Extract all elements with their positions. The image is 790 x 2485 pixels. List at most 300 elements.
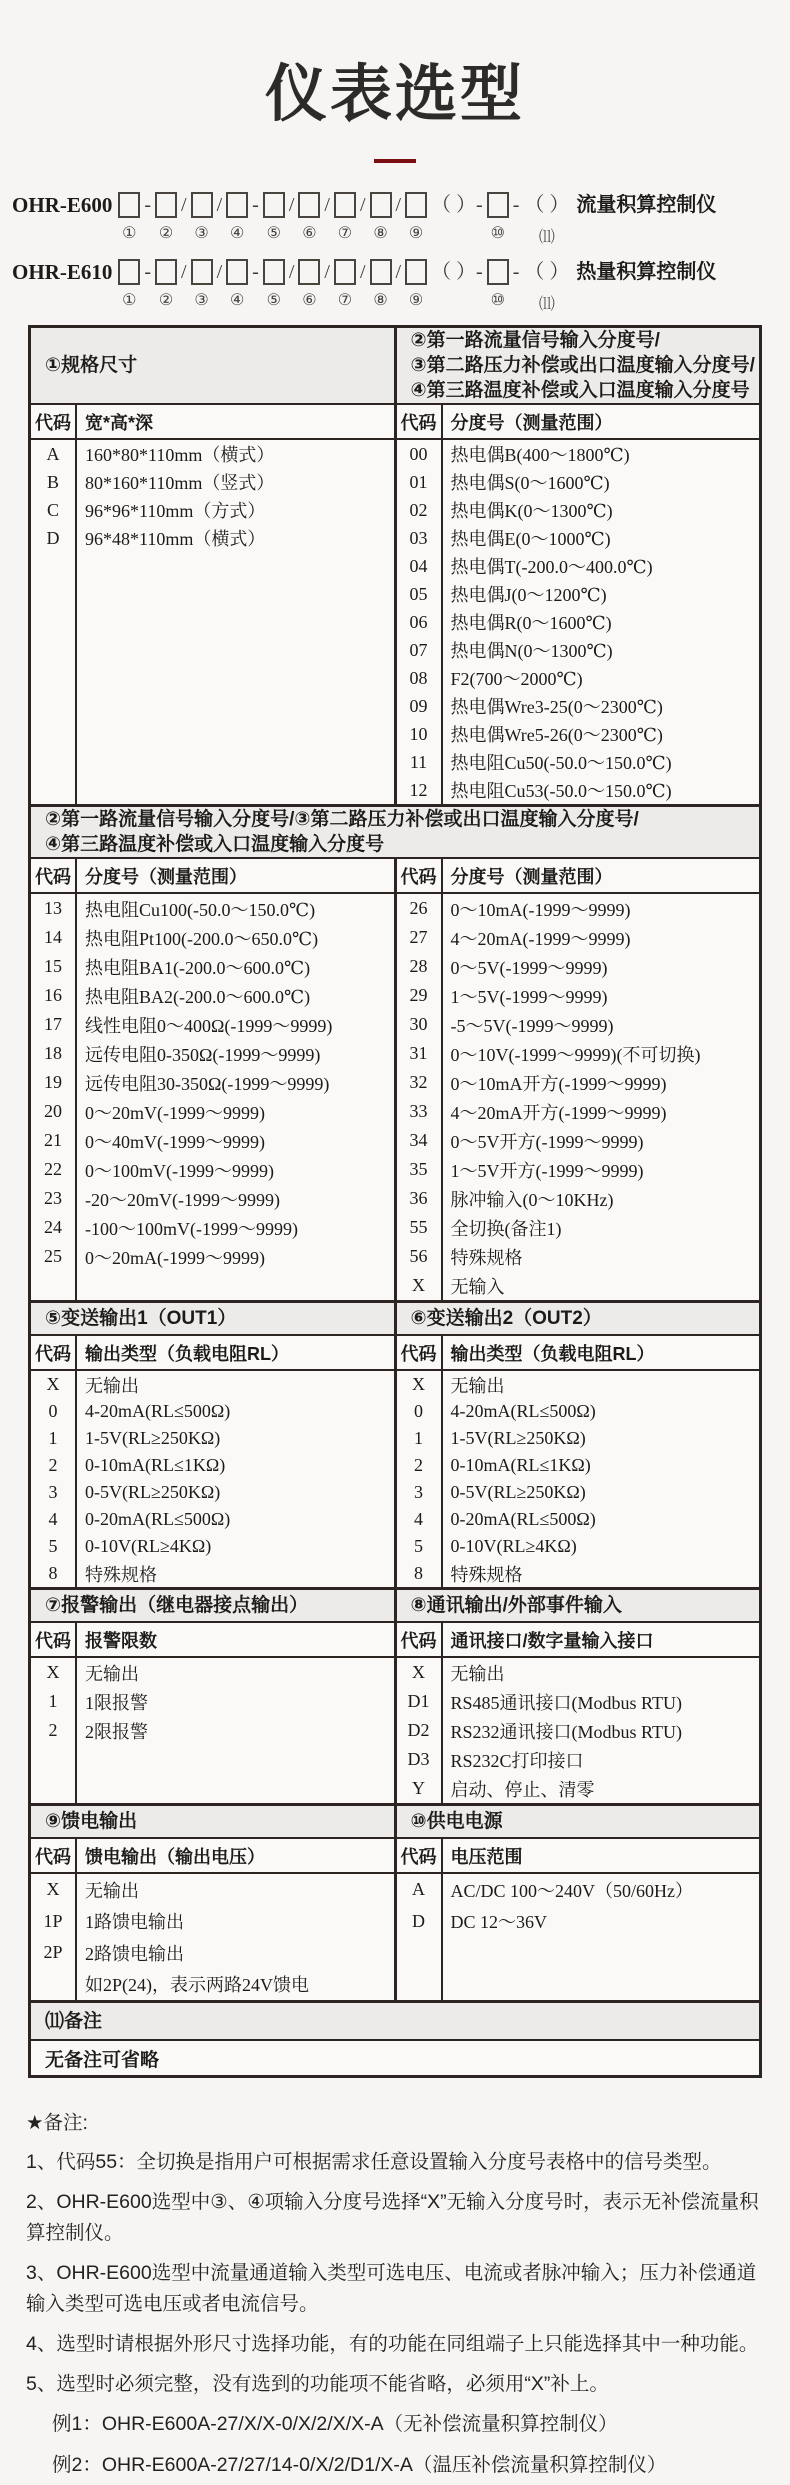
row-desc: 热电阻Cu100(-50.0～150.0℃) (85, 899, 316, 920)
model-slot (251, 258, 260, 311)
table-row (31, 1560, 394, 1587)
model-slot-box: - (252, 194, 259, 216)
row-desc: 0～20mV(-1999～9999) (85, 1102, 265, 1123)
row-code: 21 (44, 1130, 62, 1150)
row-desc: 热电阻Cu53(-50.0～150.0℃) (450, 781, 672, 801)
row-desc: RS232C打印接口 (450, 1750, 584, 1771)
table-row (397, 1213, 760, 1242)
row-desc: 脉冲输入(0～10KHz) (450, 1189, 614, 1210)
row-code: 06 (409, 611, 428, 632)
remark-row: 无备注可省略 (45, 2049, 160, 2071)
row-code: 04 (409, 555, 428, 576)
row-desc: 4～20mA(-1999～9999) (450, 928, 631, 949)
row-desc: 如2P(24)，表示两路24V馈电 (85, 1975, 309, 1996)
table-row (397, 1874, 760, 1906)
model-slot-box (405, 192, 427, 218)
table-row (397, 664, 760, 692)
model-slot-number: ⑧ (373, 225, 388, 242)
table-row (31, 1716, 394, 1745)
model-slot-box: / (359, 194, 366, 216)
row-code: 2 (414, 1455, 423, 1475)
row-desc: 0～10mA开方(-1999～9999) (450, 1073, 667, 1094)
row-code: D1 (407, 1691, 430, 1711)
row-code: 15 (44, 956, 62, 976)
row-desc: 热电偶S(0～1600℃) (450, 473, 610, 493)
column-headers (397, 1623, 760, 1658)
section-title-text: ⑦报警输出（继电器接点输出） (45, 1595, 309, 1616)
row-desc: 0～10mA(-1999～9999) (450, 899, 631, 920)
table-row (31, 1010, 394, 1039)
model-slot-number: ⑥ (302, 292, 317, 309)
table-row (397, 1479, 760, 1506)
row-code: 8 (48, 1563, 58, 1583)
model-slot-number: ④ (229, 292, 245, 309)
row-code: 33 (409, 1101, 428, 1121)
model-slot-number: ⑨ (408, 292, 424, 309)
table-row (397, 1687, 760, 1716)
row-desc: 1限报警 (85, 1692, 148, 1713)
section-feed-output (31, 1806, 397, 2000)
model-slot-number: ② (158, 292, 174, 309)
row-desc: 4～20mA开方(-1999～9999) (450, 1102, 667, 1123)
model-slot (263, 258, 285, 311)
table-row (31, 981, 394, 1010)
model-slot-box (370, 259, 392, 285)
rows (397, 1874, 760, 2000)
row-code: 1 (414, 1428, 423, 1448)
row-desc: 热电阻Pt100(-200.0～650.0℃) (85, 928, 319, 949)
model-slot-number: ① (122, 292, 137, 309)
table-row (397, 1425, 760, 1452)
model-slot-box: / (288, 194, 295, 216)
model-slot-box (334, 259, 356, 285)
model-slot (298, 191, 320, 244)
row-code: 8 (414, 1563, 423, 1583)
table-row (397, 1184, 760, 1213)
column-headers (31, 859, 394, 894)
row-desc: 0～5V(-1999～9999) (450, 957, 608, 978)
table-row (397, 1068, 760, 1097)
table-row (397, 1039, 760, 1068)
row-code: C (46, 499, 59, 520)
section-title (31, 1590, 394, 1623)
rows (397, 1658, 760, 1803)
column-headers (31, 1336, 394, 1371)
table-row (397, 1745, 760, 1774)
model-slot-box (191, 259, 213, 285)
row-code: 36 (409, 1188, 428, 1208)
column-headers (397, 859, 760, 894)
row-code: D3 (407, 1749, 430, 1769)
row-code: 24 (44, 1217, 62, 1237)
row-code: 35 (409, 1159, 428, 1179)
row-code: 14 (44, 927, 62, 947)
model-slot (263, 191, 285, 244)
row-code: 34 (409, 1130, 428, 1150)
table-row (397, 1097, 760, 1126)
row-desc: 热电偶B(400～1800℃) (450, 445, 630, 465)
row-desc: 80*160*110mm（竖式） (85, 473, 275, 493)
section-out2 (397, 1303, 760, 1587)
model-description: 流量积算控制仪 (576, 194, 717, 216)
row-code: 55 (409, 1217, 428, 1237)
row-desc: 1～5V开方(-1999～9999) (450, 1160, 644, 1181)
row-code: D2 (407, 1720, 430, 1740)
model-slot (359, 258, 367, 311)
selection-table (28, 325, 762, 2078)
row-desc: 无输出 (450, 1375, 505, 1396)
row-desc: 0～5V开方(-1999～9999) (450, 1131, 644, 1152)
section-title-line: ④第三路温度补偿或入口温度输入分度号 (45, 834, 385, 855)
section-title-text: ⑧通讯输出/外部事件输入 (410, 1595, 622, 1616)
desc-column-header: 报警限数 (85, 1630, 157, 1651)
section-title-text: ⑥变送输出2（OUT2） (410, 1308, 602, 1329)
code-column-header: 代码 (400, 1343, 437, 1364)
table-row (31, 952, 394, 981)
model-slots (118, 258, 570, 311)
model-slot-box: / (324, 194, 330, 216)
row-code: D (412, 1910, 425, 1931)
model-slot-box (370, 192, 392, 218)
row-desc: 1路馈电输出 (85, 1912, 184, 1933)
model-slot (288, 191, 296, 244)
model-slot (191, 258, 213, 311)
row-desc: 无输入 (450, 1276, 505, 1297)
section-title (397, 1303, 760, 1336)
table-row (31, 1039, 394, 1068)
table-row (31, 1097, 394, 1126)
row-desc: -100～100mV(-1999～9999) (85, 1218, 298, 1239)
model-slot-number: ③ (194, 292, 209, 309)
desc-column-header: 馈电输出（输出电压） (85, 1846, 265, 1867)
model-slot-box: / (216, 194, 223, 216)
row-desc: 96*48*110mm（横式） (85, 529, 266, 549)
table-row (31, 1906, 394, 1938)
model-slot (216, 258, 224, 311)
row-code: 03 (409, 527, 428, 548)
model-slots (118, 191, 570, 244)
model-slot-number: ⑧ (373, 292, 388, 309)
row-code: 20 (44, 1101, 62, 1121)
column-headers (31, 1839, 394, 1874)
model-slot-box (298, 259, 320, 285)
section-title (397, 1806, 760, 1839)
model-slot-box: - (512, 261, 520, 283)
table-row (397, 496, 760, 524)
row-code: 32 (409, 1072, 428, 1092)
rows (31, 1658, 394, 1803)
row-desc: 2限报警 (85, 1721, 148, 1742)
column-headers (397, 1336, 760, 1371)
row-code: X (46, 1879, 60, 1900)
table-row (397, 952, 760, 981)
row-desc: 0-20mA(RL≤500Ω) (85, 1509, 231, 1529)
table-row (31, 923, 394, 952)
model-slot (405, 258, 427, 311)
rows (397, 1371, 760, 1587)
row-desc: 远传电阻30-350Ω(-1999～9999) (85, 1073, 330, 1094)
model-slot (226, 191, 248, 244)
section-title-line: ②第一路流量信号输入分度号/③第二路压力补偿或出口温度输入分度号/ (45, 809, 639, 830)
table-row (397, 1398, 760, 1425)
model-slot (430, 258, 484, 311)
row-desc: 热电阻BA1(-200.0～600.0℃) (85, 957, 311, 978)
model-slot-box (487, 259, 509, 285)
footnote-example: 例1：OHR-E600A-27/X/X-0/X/2/X/X-A（无补偿流量积算控制仪） (52, 2413, 618, 2435)
model-slot-box (298, 192, 320, 218)
row-desc: 0-10mA(RL≤1KΩ) (450, 1455, 591, 1475)
model-slot (118, 191, 140, 244)
model-slot (395, 191, 403, 244)
row-desc: 热电偶J(0～1200℃) (450, 585, 607, 605)
model-slot (334, 258, 356, 311)
model-slot-box: - (144, 261, 152, 283)
model-slot-box: - (252, 261, 259, 283)
model-slot (288, 258, 296, 311)
section-division-codes-26-x (397, 859, 760, 1300)
code-column-header: 代码 (35, 1343, 71, 1364)
row-desc: 远传电阻0-350Ω(-1999～9999) (85, 1044, 321, 1065)
rows (397, 894, 760, 1300)
section-out1 (31, 1303, 397, 1587)
table-row (397, 1560, 760, 1587)
section-title (397, 328, 760, 405)
model-slot-box (263, 259, 285, 285)
row-desc: -20～20mV(-1999～9999) (85, 1189, 280, 1210)
model-line-e600 (0, 191, 790, 244)
table-row (31, 1068, 394, 1097)
table-row (31, 1479, 394, 1506)
table-row (397, 1506, 760, 1533)
row-desc: 热电阻BA2(-200.0～600.0℃) (85, 986, 311, 1007)
row-desc: 全切换(备注1) (450, 1218, 562, 1239)
row-code: X (412, 1275, 425, 1295)
table-row (397, 440, 760, 468)
desc-column-header: 电压范围 (450, 1846, 523, 1867)
model-slot (405, 191, 427, 244)
model-slot-box: / (216, 261, 223, 283)
band-input-division-2 (31, 804, 759, 1300)
row-code: 5 (48, 1536, 58, 1556)
column-headers (397, 405, 760, 440)
row-code: 1 (48, 1428, 58, 1448)
desc-column-header: 输出类型（负载电阻RL） (450, 1343, 655, 1364)
page-title: 仪表选型 (264, 60, 525, 129)
row-code: 2 (48, 1455, 58, 1475)
section-title (397, 1590, 760, 1623)
row-code: 25 (44, 1246, 62, 1266)
model-slot-box: （ ） (524, 261, 570, 283)
row-desc: 4-20mA(RL≤500Ω) (450, 1401, 596, 1421)
model-slot-number: ⑤ (266, 292, 281, 309)
row-desc: DC 12～36V (450, 1912, 548, 1933)
section-title-line: ③第二路压力补偿或出口温度输入分度号/ (410, 355, 755, 376)
row-code: 10 (409, 723, 428, 744)
table-row (31, 1533, 394, 1560)
table-row (397, 1242, 760, 1271)
model-name: OHR-E600 (12, 193, 113, 217)
row-code: B (46, 471, 59, 492)
row-desc: 热电偶N(0～1300℃) (450, 641, 613, 661)
model-slot (323, 191, 331, 244)
section-input-division-1 (397, 328, 760, 804)
table-row (31, 1506, 394, 1533)
table-row (397, 524, 760, 552)
desc-column-header: 输出类型（负载电阻RL） (85, 1343, 289, 1364)
row-code: 08 (409, 667, 428, 688)
row-code: 12 (409, 779, 428, 800)
section-title (31, 1806, 394, 1839)
model-slot-number: ⑤ (266, 225, 281, 242)
row-desc: 0-5V(RL≥250KΩ) (450, 1482, 586, 1502)
table-row (397, 636, 760, 664)
band-transmit-outputs (31, 1300, 759, 1587)
table-row (31, 1371, 394, 1398)
row-code: 26 (409, 898, 428, 918)
row-code: 29 (409, 985, 428, 1005)
model-slot-box (405, 259, 427, 285)
model-slot (226, 258, 248, 311)
row-code: D (46, 527, 60, 548)
model-slot (143, 191, 152, 244)
model-slot (180, 258, 188, 311)
row-desc: 0-10V(RL≥4KΩ) (450, 1536, 577, 1556)
model-slot (523, 258, 570, 311)
band-spec-size (31, 328, 759, 804)
row-desc: 热电偶E(0～1000℃) (450, 529, 611, 549)
row-desc: 2路馈电输出 (85, 1943, 184, 1964)
code-column-header: 代码 (35, 1846, 71, 1867)
row-code: 28 (409, 956, 428, 976)
model-slot (512, 258, 521, 311)
row-code: 02 (409, 499, 428, 520)
section-title (31, 2003, 759, 2041)
model-slot-number: ⑾ (538, 229, 555, 246)
rows (397, 440, 760, 804)
model-slot-number: ② (158, 225, 174, 242)
row-code: 22 (44, 1159, 62, 1179)
row-desc: 1～5V(-1999～9999) (450, 986, 608, 1007)
model-slot (216, 191, 224, 244)
table-row (31, 1126, 394, 1155)
band-feed-power (31, 1803, 759, 2000)
model-slot-box: （ ）- (431, 261, 483, 283)
table-row (31, 1969, 394, 2001)
table-row (31, 1425, 394, 1452)
code-column-header: 代码 (400, 1846, 437, 1867)
section-spec-size (31, 328, 397, 804)
row-desc: 0～40mV(-1999～9999) (85, 1131, 265, 1152)
model-slot-box: / (359, 261, 366, 283)
model-slot-number: ⑨ (408, 225, 424, 242)
row-code: 3 (48, 1482, 58, 1502)
row-code: 09 (409, 695, 428, 716)
row-desc: 1-5V(RL≥250KΩ) (85, 1428, 221, 1448)
footnote-example: 例2：OHR-E600A-27/27/14-0/X/2/D1/X-A（温压补偿流量积算控制仪） (52, 2454, 667, 2476)
table-row (31, 524, 394, 552)
row-desc: 无输出 (450, 1663, 505, 1684)
row-desc: 热电阻Cu50(-50.0～150.0℃) (450, 753, 672, 773)
model-slot-number: ⑾ (538, 296, 555, 313)
model-slot (487, 191, 509, 244)
row-desc: 启动、停止、清零 (450, 1779, 595, 1800)
row-desc: 0～100mV(-1999～9999) (85, 1160, 274, 1181)
code-column-header: 代码 (400, 1630, 437, 1651)
band-alarm-comm (31, 1587, 759, 1803)
row-desc: 特殊规格 (450, 1564, 523, 1585)
table-row (31, 1155, 394, 1184)
row-code: 18 (44, 1043, 62, 1063)
row-code: 5 (414, 1536, 423, 1556)
row-code: 16 (44, 985, 62, 1005)
row-code: 4 (48, 1509, 58, 1529)
rows (31, 1371, 394, 1587)
row-code: 01 (409, 471, 428, 492)
section-title-text: ①规格尺寸 (45, 355, 138, 376)
column-headers (397, 1839, 760, 1874)
table-row (397, 1271, 760, 1300)
table-row (31, 1398, 394, 1425)
row-code: 0 (414, 1401, 423, 1421)
row-desc: 特殊规格 (450, 1247, 523, 1268)
model-slot (370, 258, 392, 311)
column-headers (31, 1623, 394, 1658)
desc-column-header: 分度号（测量范围） (450, 412, 613, 433)
row-code: 4 (414, 1509, 423, 1529)
table-row (397, 1371, 760, 1398)
table-row (397, 468, 760, 496)
table-row (397, 1906, 760, 1938)
model-slot (395, 258, 403, 311)
row-code: 00 (409, 443, 428, 464)
model-slot (251, 191, 260, 244)
table-row (397, 608, 760, 636)
section-communication (397, 1590, 760, 1803)
model-slot (523, 191, 570, 244)
row-desc: 0～20mA(-1999～9999) (85, 1247, 265, 1268)
table-row (397, 748, 760, 776)
model-slot-number: ⑩ (490, 292, 505, 309)
code-column-header: 代码 (400, 412, 437, 433)
rows (31, 894, 394, 1300)
rows (31, 440, 394, 804)
section-title-text: ⑤变送输出1（OUT1） (45, 1308, 237, 1329)
row-desc: 0-10mA(RL≤1KΩ) (85, 1455, 226, 1475)
row-desc: 0-5V(RL≥250KΩ) (85, 1482, 221, 1502)
table-row (397, 1452, 760, 1479)
row-desc: 4-20mA(RL≤500Ω) (85, 1401, 231, 1421)
table-row (397, 923, 760, 952)
row-code: 19 (44, 1072, 62, 1092)
footnotes (26, 2108, 766, 2481)
section-title (31, 807, 759, 859)
row-desc: 热电偶Wre3-25(0～2300℃) (450, 697, 663, 717)
model-slot-box (226, 259, 248, 285)
desc-column-header: 分度号（测量范围） (450, 866, 613, 887)
table-row (397, 692, 760, 720)
row-code: X (412, 1374, 425, 1394)
model-slot-box: / (288, 261, 295, 283)
table-row (31, 1452, 394, 1479)
code-column-header: 代码 (35, 866, 71, 887)
model-slot-box: / (181, 194, 187, 216)
code-column-header: 代码 (400, 866, 437, 887)
row-desc: F2(700～2000℃) (450, 669, 583, 689)
row-desc: 热电偶K(0～1300℃) (450, 501, 613, 521)
model-slot-box: / (395, 194, 402, 216)
model-slot-box: / (181, 261, 187, 283)
table-row (397, 1774, 760, 1803)
